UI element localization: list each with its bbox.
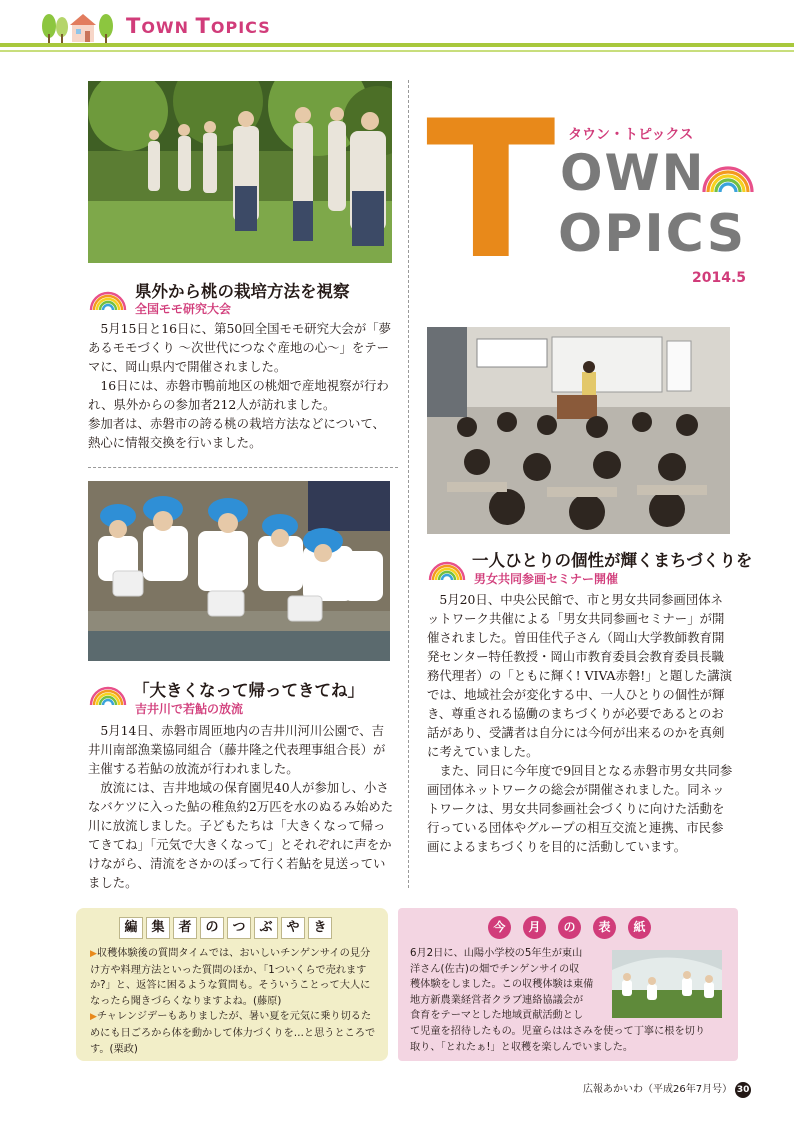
rainbow-icon [88,680,128,706]
article-body: 5月14日、赤磐市周匝地内の吉井川河川公園で、吉井川南部漁業協同組合（藤井隆之代表理事組合長）が主催する若鮎の放流が行われました。 放流には、吉井地域の保育園児40人が参加し、小さなバケツに入った鮎の稚魚約2万匹を水のぬるみ始めた川に放流しました。子どもたちは「大きくなって帰ってきてね」「元気で大きくなって」とそれぞれに声をかけながら、清流をさかのぼって行く若鮎を見送っていました。 [88,723,394,890]
triangle-bullet-icon: ▶ [90,949,97,959]
rainbow-icon [427,555,467,581]
logo-date: 2014.5 [692,270,747,286]
page-number: 30 [735,1082,751,1098]
article-title: 一人ひとりの個性が輝くまちづくりを [472,551,753,570]
editor-notes-text: ▶収穫体験後の質問タイムでは、おいしいチンゲンサイの見分け方や料理方法といった質問のほか、「1ついくらで売れますか?」と、返答に困るような質問も。そういうことって大人になったら聞きづらくなりますよね。(藤原) ▶チャレンジデーもありましたが、暑い夏を元気に乗り切るためにも日ごろから体を動かして体力づくりを…と思うところです。(栗政) [90,948,376,1055]
editor-notes-box [76,908,388,1061]
seminar-photo [427,327,730,534]
fish-release-photo [88,481,390,661]
article-subtitle: 全国モモ研究大会 [135,302,232,316]
editor-notes-heading: 編 集 者 の つ ぶ や き [119,916,335,939]
article-title: 「大きくなって帰ってきてね」 [133,681,364,700]
article-subtitle: 男女共同参画セミナー開催 [474,572,619,586]
cover-thumbnail-photo [612,950,722,1018]
logo-rainbow-icon [700,148,756,194]
column-divider [408,80,409,888]
rainbow-icon [88,285,128,311]
page-footer: 広報あかいわ（平成26年7月号） 30 [583,1080,751,1098]
header-rule [0,43,794,47]
logo-own: OWN [560,144,706,202]
logo-opics: OPICS [558,204,747,264]
cover-photo-box [398,908,738,1061]
header-trees-house-icon [40,10,120,44]
header-rule-secondary [0,50,794,52]
logo-kana: タウン・トピックス [568,127,694,143]
article-subtitle: 吉井川で若鮎の放流 [135,702,244,716]
article-body: 5月15日と16日に、第50回全国モモ研究大会が「夢あるモモづくり ～次世代につなぐ産地の心～」をテーマに、岡山県内で開催されました。 16日には、赤磐市鴨前地区の桃畑で産地視察が行われ、県外からの参加者212人が訪れました。 参加者は、赤磐市の誇る桃の栽培方法などについて、熱心に情報交換を行いました。 [88,321,391,450]
header-title: TOWN TOPICS [126,14,271,38]
peach-orchard-photo [88,81,392,263]
triangle-bullet-icon: ▶ [90,1012,97,1023]
article-body: 5月20日、中央公民館で、市と男女共同参画団体ネットワーク共催による「男女共同参画セミナー」が開催されました。曽田佳代子さん（岡山大学教師教育開発センター特任教授・岡山市教育委員会教育委員長職務代理者）の「ともに輝く! VIVA赤磐!」と題した講演では、地域社会が変化する中、一人ひとりの個性が輝き、尊重される協働のまちづくりが必要であるとのお話があり、受講者は自分には今何が出来るのかを真剣に考えていました。 また、同日に今年度で9回目となる赤磐市男女共同参画団体ネットワークの総会が開催されました。同ネットワークは、男女共同参画社会づくりに向けた活動を行っている団体やグループの相互交流と連携、市民参画によるまちづくりを目的に活動しています。 [427,592,733,854]
article-title: 県外から桃の栽培方法を視察 [135,282,350,301]
cover-heading: 今 月 の 表 紙 [488,916,663,939]
logo-big-t: T [426,80,556,301]
cover-text: 6月2日に、山陽小学校の5年生が東山 洋さん(佐古)の畑でチンゲンサイの収 穫体験をしました。この収穫体験は東備 地方新農業経営者クラブ連絡協議会が 食育をテーマとした地域貢献活動とし て児童を招待したもの。児童らははさみを使って丁寧に根を切り 取り、「とれたぁ!」と収穫を楽しんでいました。 [410,948,706,1053]
article-divider [88,467,398,468]
